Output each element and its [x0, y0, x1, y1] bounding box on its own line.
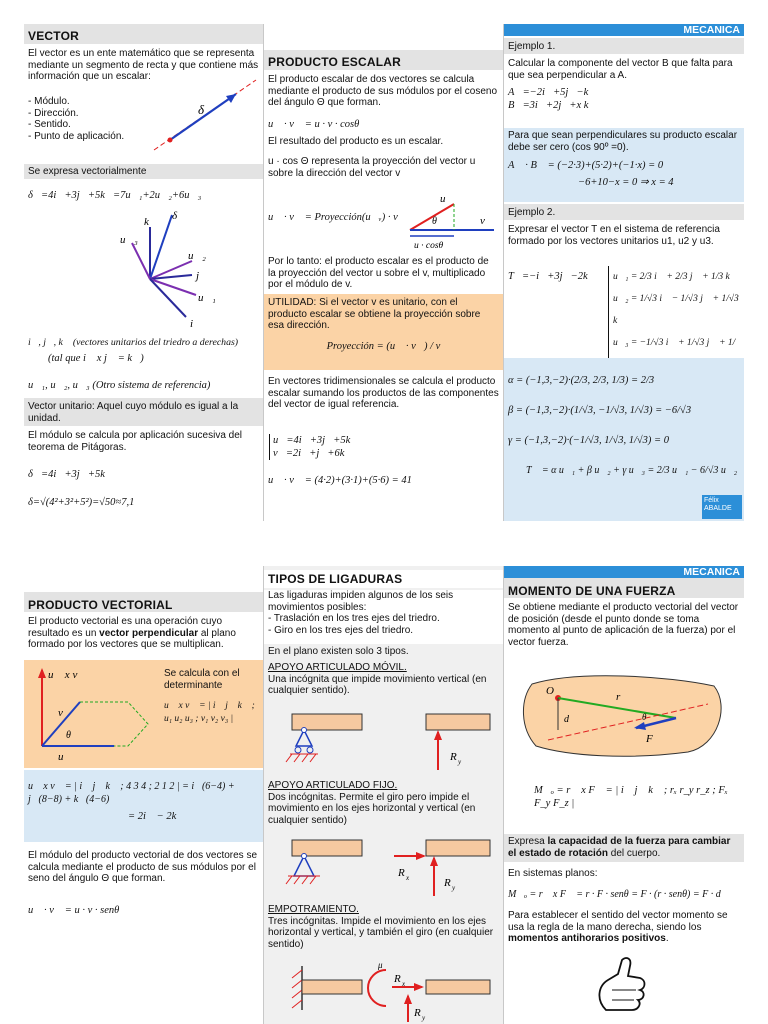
vectorial-modulus-text: El módulo del producto vectorial de dos vectores se calcula mediante el producto de sus módulos por el seno del ángulo Θ que forman. — [28, 850, 258, 884]
vector-a: A⃗=−2i⃗+5j⃗−k⃗ — [508, 87, 597, 98]
empotramiento-title: EMPOTRAMIENTO. — [268, 904, 359, 915]
vector-title: VECTOR — [28, 29, 79, 43]
list-item: - Sentido. — [28, 119, 71, 130]
u-vector-label: u⃗ — [58, 751, 73, 763]
example2-t-vector: T⃗=−i⃗+3j⃗−2k⃗ — [508, 271, 596, 282]
theta-label: θ — [66, 730, 71, 741]
planar-formula: M⃗ₒ = r⃗ x F⃗ = r · F · senθ = F · (r · senθ) = F · d — [508, 889, 721, 900]
delta-formula-2: δ⃗=4i⃗+3j⃗+5k⃗ — [28, 469, 114, 480]
vectorial-example-2: = 2i⃗ − 2k⃗ — [128, 811, 185, 822]
producto-vectorial-heading — [24, 592, 263, 612]
examples-column — [504, 24, 744, 521]
determinant-formula: u⃗ x v⃗ = | i⃗ j⃗ k⃗ ; u₁ u₂ u₃ ; v₁ v₂ v₃ | — [164, 701, 255, 724]
list-item: - Traslación en los tres ejes del triedro. — [268, 613, 440, 624]
projection-diagram — [404, 192, 502, 250]
escalar-projection: u · cos Θ representa la proyección del vector u sobre la dirección del vector v — [268, 156, 476, 179]
delta-formula: δ⃗=4i⃗+3j⃗+5k⃗=7u⃗₁+2u⃗₂+6u⃗₃ — [28, 190, 202, 201]
tridim-system — [269, 434, 389, 460]
ry-label-1: R — [450, 751, 457, 763]
mu-label: μ — [378, 960, 383, 970]
bottom-banner: MECANICA — [504, 566, 744, 578]
vector-b: B⃗=3i⃗+2j⃗+x k⃗ — [508, 100, 597, 111]
momento-diagram — [518, 670, 730, 758]
apoyo-movil-desc: Una incógnita que impide movimiento vertical (en cualquier sentido). — [268, 673, 487, 696]
example1-condition: Para que sean perpendiculares su producto escalar debe ser cero (cos 90º =0). — [508, 130, 738, 153]
ligaduras-intro — [264, 590, 503, 644]
right-hand-icon — [588, 956, 658, 1020]
unit-vector-section — [24, 398, 263, 426]
apoyo-fijo-desc: Dos incógnitas. Permite el giro pero impide el movimiento en los ejes horizontal y vertical (en cualquier sentido) — [268, 791, 476, 826]
apoyo-movil-title: APOYO ARTICULADO MÓVIL. — [268, 662, 407, 673]
u3-definition: u⃗₃ = −1/√3 i⃗ + 1/√3 j⃗ + 1/ — [613, 338, 736, 348]
vectorial-example — [24, 770, 263, 842]
sense-text — [504, 910, 744, 945]
delta-modulus: δ=√(4²+3²+5²)=√50≈7,1 — [28, 497, 135, 508]
producto-vectorial-title: PRODUCTO VECTORIAL — [28, 598, 173, 612]
top-sheet — [24, 24, 744, 521]
u2-label: u⃗₂ — [188, 250, 206, 262]
example1-text: Calcular la componente del vector B que falta para que sea perpendicular a A. — [508, 58, 733, 81]
u2-definition: u⃗₂ = 1/√3 i⃗ − 1/√3 j⃗ + 1/√3 k⃗ — [613, 294, 739, 326]
ry-label-2: R — [444, 877, 451, 889]
i-label: i⃗ — [190, 318, 202, 329]
list-item: - Punto de aplicación. — [28, 130, 125, 142]
v-vector: v⃗=2i⃗+j⃗+6k⃗ — [273, 448, 353, 459]
capacity-bold: la capacidad de la fuerza para cambiar el estado de rotación — [508, 836, 731, 859]
expresa-text: Se expresa vectorialmente — [28, 166, 147, 177]
list-item: - Giro en los tres ejes del triedro. — [268, 624, 414, 636]
delta-label: δ — [198, 102, 205, 117]
escalar-formula-1: u⃗ · v⃗ = u · v · cosθ — [268, 119, 360, 130]
vectorial-diagram-box — [24, 660, 263, 768]
vectorial-modulus-formula: u⃗ · v⃗ = u · v · senθ — [28, 905, 120, 916]
ucos-label: u · cosθ — [414, 241, 444, 250]
producto-escalar-heading — [264, 50, 503, 70]
ligaduras-heading — [264, 570, 503, 588]
capacity-section — [504, 834, 744, 862]
axes-note-2: (tal que i⃗ x j⃗ = k⃗) — [48, 353, 144, 364]
vectorial-example-1: u⃗ x v⃗ = | i⃗ j⃗ k⃗ ; 4 3 4 ; 2 1 2 | = i⃗(6−4) + j⃗(8−8) + k⃗(4−6) — [28, 781, 235, 805]
producto-vectorial-column — [24, 566, 264, 1024]
example1-vectors — [504, 86, 744, 112]
escalar-therefore: Por lo tanto: el producto escalar es el producto de la proyección del vector u sobre el v, multiplicado por el módulo de v. — [268, 256, 489, 290]
example2-heading — [504, 204, 744, 220]
u3-label: u⃗₃ — [120, 234, 138, 246]
r-label: r⃗ — [616, 691, 629, 703]
momento-column — [504, 566, 744, 1024]
apoyo-movil — [264, 662, 503, 697]
capacity-c: del cuerpo. — [608, 847, 661, 859]
list-item: - Dirección. — [28, 107, 79, 119]
vectorial-intro-c: al plano formado por los vectores que se multiplican. — [28, 627, 236, 650]
vectorial-intro-bold: vector perpendicular — [99, 627, 199, 639]
apoyo-fijo-title: APOYO ARTICULADO FIJO. — [268, 780, 398, 791]
other-reference: u⃗₁, u⃗₂, u⃗₃ (Otro sistema de referencia) — [28, 380, 211, 391]
utility-text: UTILIDAD: Si el vector v es unitario, con el producto escalar se obtiene la proyección sobre esa dirección. — [268, 297, 481, 331]
vector-heading — [24, 24, 263, 44]
momento-intro: Se obtiene mediante el producto vectorial del vector de posición (desde el punto donde se toma momento al punto de aplicación de la fuerza) por el vector fuerza. — [508, 602, 739, 648]
empotramiento-desc: Tres incógnitas. Impide el movimiento en los ejes horizontal y vertical, y también el giro (en cualquier sentido) — [268, 915, 494, 950]
unit-vector-text: Vector unitario: Aquel cuyo módulo es igual a la unidad. — [28, 401, 239, 424]
momento-heading — [504, 578, 744, 598]
determinant-note: Se calcula con el determinante — [164, 668, 240, 691]
t-result-formula: T⃗ = α u⃗₁ + β u⃗₂ + γ u⃗₃ = 2/3 u⃗₁ − 6/√3 u⃗₂ — [526, 465, 738, 476]
u-vector: u⃗=4i⃗+3j⃗+5k⃗ — [273, 435, 359, 446]
beta-formula: β = (−1,3,−2)·(1/√3, −1/√3, 1/√3) = −6/√3 — [508, 405, 692, 416]
example1-solution — [504, 128, 744, 202]
o-label: O — [546, 685, 554, 697]
example1-heading — [504, 38, 744, 54]
rx-subscript: x — [402, 980, 406, 988]
rx-label-2: R — [394, 973, 401, 985]
plane-text: En el plano existen solo 3 tipos. — [268, 646, 409, 657]
capacity-a: Expresa — [508, 836, 548, 847]
alpha-formula: α = (−1,3,−2)·(2/3, 2/3, 1/3) = 2/3 — [508, 375, 655, 386]
modulus-text: El módulo se calcula por aplicación sucesiva del teorema de Pitágoras. — [28, 430, 243, 453]
empotramiento — [264, 904, 503, 950]
producto-escalar-column — [264, 24, 504, 521]
example2-solution — [504, 358, 744, 521]
author-signature: Félix ABALDE — [702, 495, 742, 519]
top-banner: MECANICA — [504, 24, 744, 36]
escalar-result: El resultado del producto es un escalar. — [268, 136, 444, 147]
ligaduras-title: TIPOS DE LIGADURAS — [268, 572, 403, 586]
example1-formula-1: A⃗ · B⃗ = (−2·3)+(5·2)+(−1·x) = 0 — [508, 160, 664, 171]
escalar-formula-2: u⃗ · v⃗ = Proyección(u⃗ᵥ) · v — [268, 212, 398, 223]
v-vector-label: v⃗ — [58, 707, 72, 719]
delta-diagram-label: δ⃗ — [172, 210, 186, 222]
example1-title: Ejemplo 1. — [508, 41, 556, 52]
u1-label: u⃗₁ — [198, 292, 216, 304]
v-label: v⃗ — [480, 215, 494, 227]
u1-definition: u⃗₁ = 2/3 i⃗ + 2/3 j⃗ + 1/3 k⃗ — [613, 272, 738, 282]
escalar-intro: El producto escalar de dos vectores se calcula mediante el producto de sus módulos por el coseno del ángulo Θ que forman. — [268, 74, 498, 108]
example2-title: Ejemplo 2. — [508, 207, 556, 218]
vector-intro: El vector es un ente matemático que se representa mediante un segmento de recta y que contiene más información que un escalar: — [28, 48, 259, 82]
uxv-label: u⃗ x v⃗ — [48, 669, 86, 681]
tridim-formula: u⃗ · v⃗ = (4·2)+(3·1)+(5·6) = 41 — [268, 475, 412, 486]
d-label: d — [564, 714, 569, 725]
momento-determinant: M⃗ₒ = r⃗ x F⃗ = | i⃗ j⃗ k⃗ ; rₓ r_y r_z ; Fₓ F_y F_z | — [534, 785, 728, 809]
triedro-diagram — [84, 209, 224, 329]
ry-subscript: y — [452, 884, 456, 892]
apoyo-movil-diagram — [274, 710, 494, 776]
sense-c: . — [665, 933, 669, 944]
utility-box — [264, 294, 503, 370]
ligaduras-column — [264, 566, 504, 1024]
f-label: F⃗ — [646, 733, 662, 745]
rx-label-1: R — [398, 867, 405, 879]
vector-arrow-diagram — [144, 74, 262, 154]
expresa-section — [24, 164, 263, 179]
ry-subscript: y — [422, 1014, 426, 1022]
ligaduras-intro-text: Las ligaduras impiden algunos de los seis movimientos posibles: — [268, 590, 454, 613]
theta-label: θ — [642, 712, 647, 722]
momento-title: MOMENTO DE UNA FUERZA — [508, 584, 676, 598]
ry-label-3: R — [414, 1007, 421, 1019]
example2-text: Expresar el vector T en el sistema de referencia formado por los vectores unitarios u1, u2 y u3. — [508, 224, 720, 247]
vector-column — [24, 24, 264, 521]
gamma-formula: γ = (−1,3,−2)·(−1/√3, 1/√3, 1/√3) = 0 — [508, 435, 669, 446]
producto-escalar-title: PRODUCTO ESCALAR — [268, 55, 401, 69]
vectorial-intro — [24, 616, 263, 651]
apoyo-fijo — [264, 780, 503, 826]
example1-formula-2: −6+10−x = 0 ⇒ x = 4 — [578, 177, 674, 188]
bottom-sheet — [24, 566, 744, 1024]
list-item: - Módulo. — [28, 96, 70, 107]
tridim-text: En vectores tridimensionales se calcula el producto escalar sumando los productos de las componentes del vector de igual referencia. — [268, 376, 499, 410]
vectorial-intro-a: El producto vectorial es una operación cuyo resultado es un — [28, 616, 223, 639]
projection-formula: Proyección = (u⃗ · v⃗) / v — [326, 340, 441, 352]
sense-a: Para establecer el sentido del vector momento se usa la regla de la mano derecha, siendo los — [508, 910, 728, 933]
rx-subscript: x — [406, 874, 410, 882]
k-label: k⃗ — [144, 216, 158, 228]
empotramiento-diagram — [274, 960, 494, 1022]
j-label: j⃗ — [196, 270, 208, 282]
theta-label: θ — [432, 216, 437, 227]
apoyo-fijo-diagram — [274, 836, 494, 900]
u-label: u⃗ — [440, 193, 455, 205]
axes-note: i⃗, j⃗, k⃗ (vectores unitarios del triedro a derechas) — [28, 337, 239, 348]
planar-text: En sistemas planos: — [508, 868, 598, 879]
ry-subscript: y — [458, 758, 462, 766]
sense-bold: momentos antihorarios positivos — [508, 933, 666, 944]
parallelogram-diagram — [28, 664, 158, 764]
